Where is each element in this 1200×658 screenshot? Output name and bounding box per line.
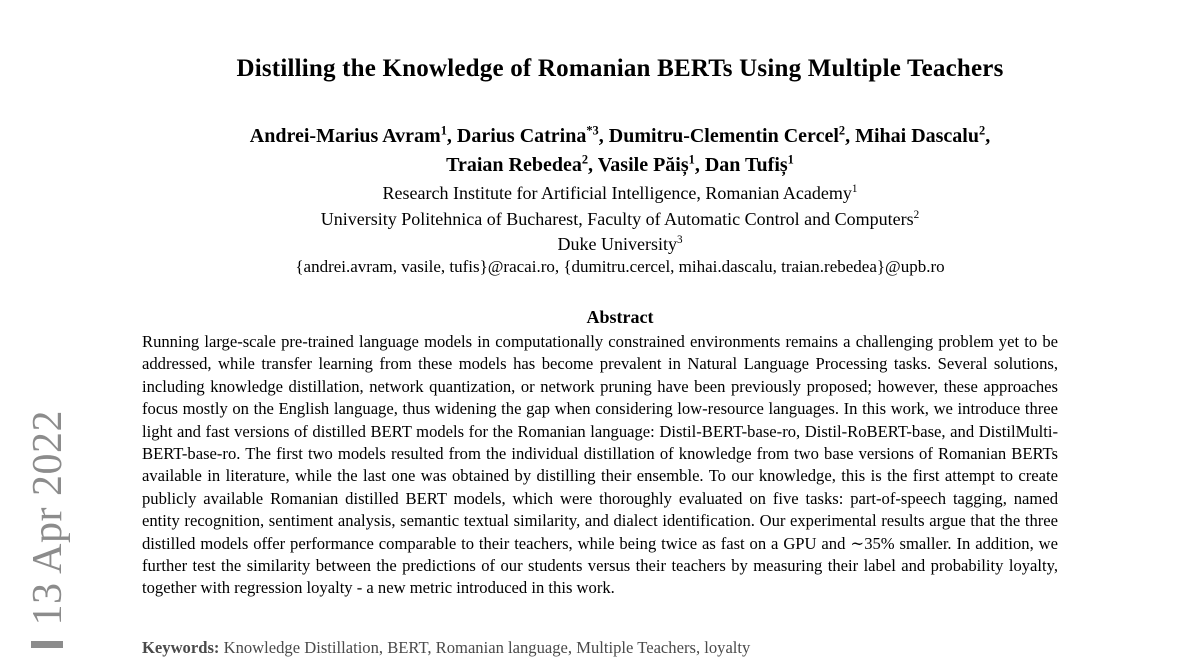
author-superscript: 2 bbox=[838, 123, 846, 138]
authors-line-1 bbox=[38, 125, 1200, 148]
author-separator: , bbox=[985, 125, 991, 147]
affiliation-line bbox=[38, 183, 1200, 204]
affiliation-text: Research Institute for Artificial Intelligence, Romanian Academy bbox=[382, 183, 852, 203]
author-name: Darius Catrina bbox=[456, 125, 587, 147]
affiliation-superscript: 1 bbox=[851, 183, 858, 195]
arxiv-stamp-fragment bbox=[31, 641, 63, 648]
author-separator: , bbox=[694, 154, 705, 176]
page-title: Distilling the Knowledge of Romanian BERTs Using Multiple Teachers bbox=[236, 55, 1004, 82]
affiliation-superscript: 3 bbox=[676, 234, 683, 246]
author-superscript: 1 bbox=[688, 152, 695, 167]
email-line: {andrei.avram, vasile, tufis}@racai.ro, {dumitru.cercel, mihai.dascalu, traian.rebedea}@upb.ro bbox=[295, 257, 945, 276]
arxiv-date-stamp: 13 Apr 2022 bbox=[25, 409, 71, 625]
affiliation-text: University Politehnica of Bucharest, Faculty of Automatic Control and Computers bbox=[320, 209, 914, 229]
affiliation-text: Duke University bbox=[557, 234, 677, 254]
abstract-heading: Abstract bbox=[586, 307, 654, 327]
author-superscript: 2 bbox=[581, 152, 589, 167]
author-superscript: *3 bbox=[586, 123, 599, 138]
keywords-label: Keywords: bbox=[142, 638, 220, 657]
author-name: Dan Tufiș bbox=[704, 154, 788, 176]
author-name: Andrei-Marius Avram bbox=[249, 125, 441, 147]
author-name: Mihai Dascalu bbox=[855, 125, 979, 147]
author-separator: , bbox=[598, 125, 609, 147]
affiliation-line bbox=[38, 209, 1200, 230]
author-separator: , bbox=[845, 125, 856, 147]
affiliation-line bbox=[38, 234, 1200, 255]
keywords-line bbox=[142, 638, 1058, 658]
author-superscript: 1 bbox=[440, 123, 447, 138]
author-separator: , bbox=[446, 125, 457, 147]
keywords-text: Knowledge Distillation, BERT, Romanian language, Multiple Teachers, loyalty bbox=[219, 638, 751, 657]
author-separator: , bbox=[588, 154, 598, 176]
author-name: Vasile Păiș bbox=[597, 154, 689, 176]
affiliation-superscript: 2 bbox=[913, 209, 920, 221]
authors-line-2 bbox=[38, 154, 1200, 177]
abstract-text: Running large-scale pre-trained language models in computationally constrained environments remains a challenging problem yet to be addressed, while transfer learning from these models has become prevalent in Natural Language Processing tasks. Several solutions, including knowledge distillation, network quantization, or network pruning have been previously proposed; however, these approaches focus mostly on the English language, thus widening the gap when considering low-resource languages. In this work, we introduce three light and fast versions of distilled BERT models for the Romanian language: Distil-BERT-base-ro, Distil-RoBERT-base, and DistilMulti-BERT-base-ro. The first two models resulted from the individual distillation of knowledge from two base versions of Romanian BERTs available in literature, while the last one was obtained by distilling their ensemble. To our knowledge, this is the first attempt to create publicly available Romanian distilled BERT models, which were thoroughly evaluated on five tasks: part-of-speech tagging, named entity recognition, sentiment analysis, semantic textual similarity, and dialect identification. Our experimental results argue that the three distilled models offer performance comparable to their teachers, while being twice as fast on a GPU and ∼35% smaller. In addition, we further test the similarity between the predictions of our students versus their teachers by measuring their label and probability loyalty, together with regression loyalty - a new metric introduced in this work. bbox=[142, 332, 1058, 598]
author-superscript: 2 bbox=[979, 123, 986, 138]
author-superscript: 1 bbox=[787, 152, 794, 167]
author-name: Dumitru-Clementin Cercel bbox=[608, 125, 839, 147]
author-name: Traian Rebedea bbox=[446, 154, 582, 176]
